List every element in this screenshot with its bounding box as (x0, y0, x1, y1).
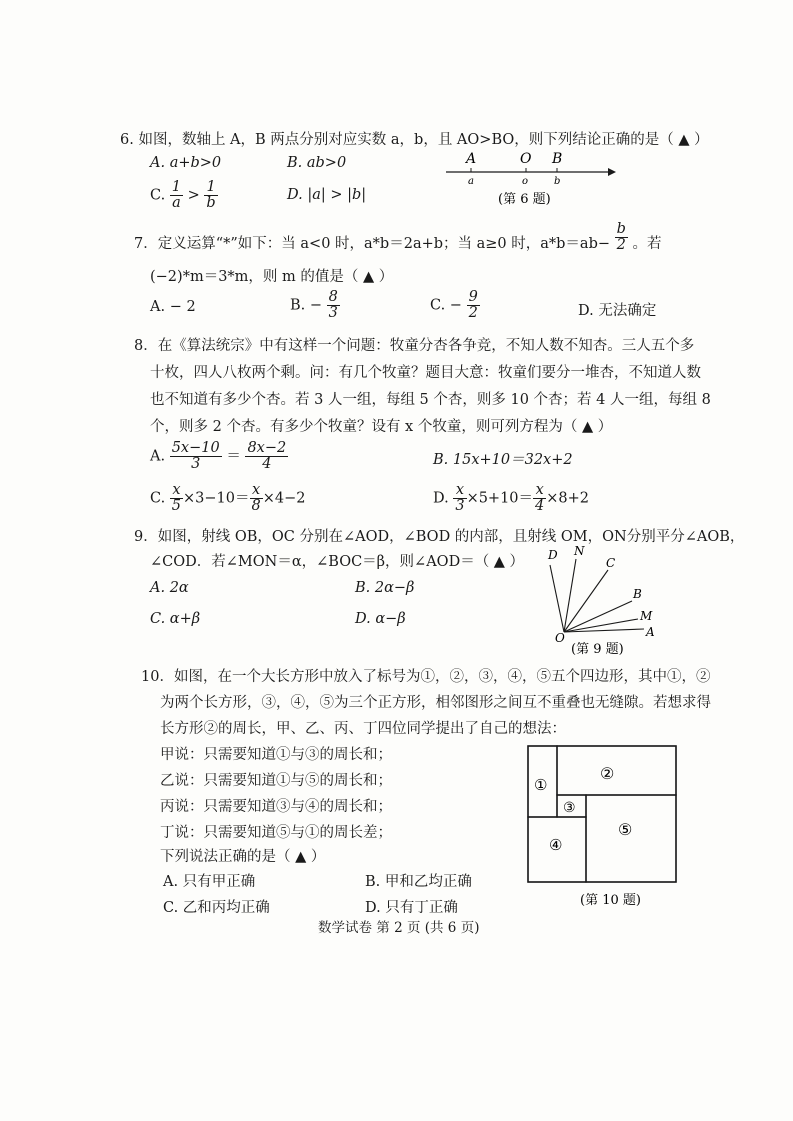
q10-option-c: C. 乙和丙均正确 (163, 900, 270, 916)
q8-option-a: A. $\frac{5x-10}{3}$ ＝ $\frac{8x-2}{4}$ (150, 440, 287, 473)
q6-label-A: A (466, 151, 477, 167)
q7-option-d: D. 无法确定 (578, 303, 657, 319)
q9-label-N: N (574, 545, 585, 558)
q8-line-2: 十枚，四人八枚两个剩。问：有几个牧童？题目大意：牧童们要分一堆杏，不知道人数 (150, 365, 701, 381)
q10-statement-bing: 丙说：只需要知道③与④的周长和； (160, 799, 392, 815)
q7-frac-b-over-2: $\frac{b}{2}$ (616, 221, 626, 254)
q9-label-A: A (646, 625, 655, 639)
q6-option-a: A. a+b>0 (150, 155, 222, 171)
q10-statement-yi: 乙说：只需要知道①与⑤的周长和； (160, 773, 392, 789)
q8-line-1: 8．在《算法统宗》中有这样一个问题：牧童分杏各争竞，不知人数不知杏。三人五个多 (134, 338, 695, 354)
q10-label-1: ① (534, 776, 548, 794)
q6-label-O: O (520, 151, 532, 167)
q7-option-c: C. − $\frac{9}{2}$ (430, 289, 478, 322)
q9-line-2: ∠COD．若∠MON＝α，∠BOC＝β，则∠AOD＝（ ▲ ） (150, 554, 525, 570)
q8-line-4: 个，则多 2 个杏。有多少个牧童？设有 x 个牧童，则可列方程为（ ▲ ） (150, 419, 613, 435)
q10-option-d: D. 只有丁正确 (365, 900, 458, 916)
q8-option-c: C. $\frac{x}{5}$ ×3−10＝ $\frac{x}{8}$ ×4−2 (150, 482, 306, 515)
q6-label-B: B (552, 151, 563, 167)
q7-option-b: B. − $\frac{8}{3}$ (290, 289, 338, 322)
q6-label-o: o (522, 176, 529, 187)
q8-line-3: 也不知道有多少个杏。若 3 人一组，每组 5 个杏，则多 10 个杏；若 4 人一组，每组 8 (150, 392, 711, 408)
page-footer: 数学试卷 第 2 页 (共 6 页) (318, 920, 480, 936)
q10-option-a: A. 只有甲正确 (163, 874, 256, 890)
q10-shape-2 (557, 746, 676, 795)
q7-option-a: A. − 2 (150, 299, 196, 315)
q8-option-b: B. 15x+10＝32x+2 (433, 452, 573, 468)
q10-ask: 下列说法正确的是（ ▲ ） (160, 849, 326, 865)
q6-stem: 6. 如图，数轴上 A，B 两点分别对应实数 a，b，且 AO>BO，则下列结论正确的是（ ▲ ） (120, 132, 709, 148)
q6-c-frac-2: $\frac{1}{b}$ (206, 179, 216, 212)
q10-label-5: ⑤ (618, 820, 633, 839)
q9-line-1: 9．如图，射线 OB，OC 分别在∠AOD，∠BOD 的内部，且射线 OM，ON分别平分∠AOB， (134, 529, 745, 545)
q6-option-c: C. $\frac{1}{a}$ > $\frac{1}{b}$ (150, 179, 216, 212)
q9-option-d: D. α−β (355, 611, 406, 627)
q10-label-2: ② (600, 764, 615, 783)
q10-caption: (第 10 题) (580, 893, 641, 908)
q8-option-d: D. $\frac{x}{3}$ ×5+10＝ $\frac{x}{4}$ ×8+2 (433, 482, 590, 515)
q10-line-2: 为两个长方形，③，④，⑤为三个正方形，相邻图形之间互不重叠也无缝隙。若想求得 (160, 695, 711, 711)
q10-line-3: 长方形②的周长，甲、乙、丙、丁四位同学提出了自己的想法： (160, 721, 566, 737)
q10-option-b: B. 甲和乙均正确 (365, 874, 472, 890)
q9-angle-figure (538, 545, 668, 660)
q9-label-O: O (555, 631, 565, 645)
q10-statement-jia: 甲说：只需要知道①与③的周长和； (160, 747, 392, 763)
q9-option-a: A. 2α (150, 580, 189, 596)
q10-label-4: ④ (549, 836, 563, 854)
q9-label-D: D (548, 548, 558, 562)
q10-label-3: ③ (563, 800, 576, 816)
q6-number-line-figure (440, 145, 620, 215)
q6-caption: (第 6 题) (498, 192, 551, 207)
q6-label-b: b (554, 176, 561, 187)
q6-option-b: B. ab>0 (287, 155, 347, 171)
q10-statement-ding: 丁说：只需要知道⑤与①的周长差； (160, 825, 392, 841)
q9-option-b: B. 2α−β (355, 580, 415, 596)
q6-option-d: D. |a| > |b| (287, 187, 367, 203)
q9-caption: (第 9 题) (571, 642, 624, 657)
q9-label-B: B (633, 587, 642, 601)
q9-label-M: M (640, 609, 653, 623)
q9-option-c: C. α+β (150, 611, 201, 627)
q10-rectangle-figure (520, 742, 690, 914)
q9-label-C: C (606, 556, 616, 570)
q6-label-a: a (468, 176, 474, 187)
q7-line-2: (−2)*m＝3*m，则 m 的值是（ ▲ ） (150, 269, 394, 285)
q7-line-1: 7．定义运算“*”如下：当 a<0 时，a*b＝2a+b；当 a≥0 时，a*b＝ab− $\frac{b}{2}$ 。若 (134, 221, 662, 254)
q10-line-1: 10．如图，在一个大长方形中放入了标号为①，②，③，④，⑤五个四边形，其中①，② (141, 669, 711, 685)
q6-c-frac-1: $\frac{1}{a}$ (171, 179, 182, 212)
